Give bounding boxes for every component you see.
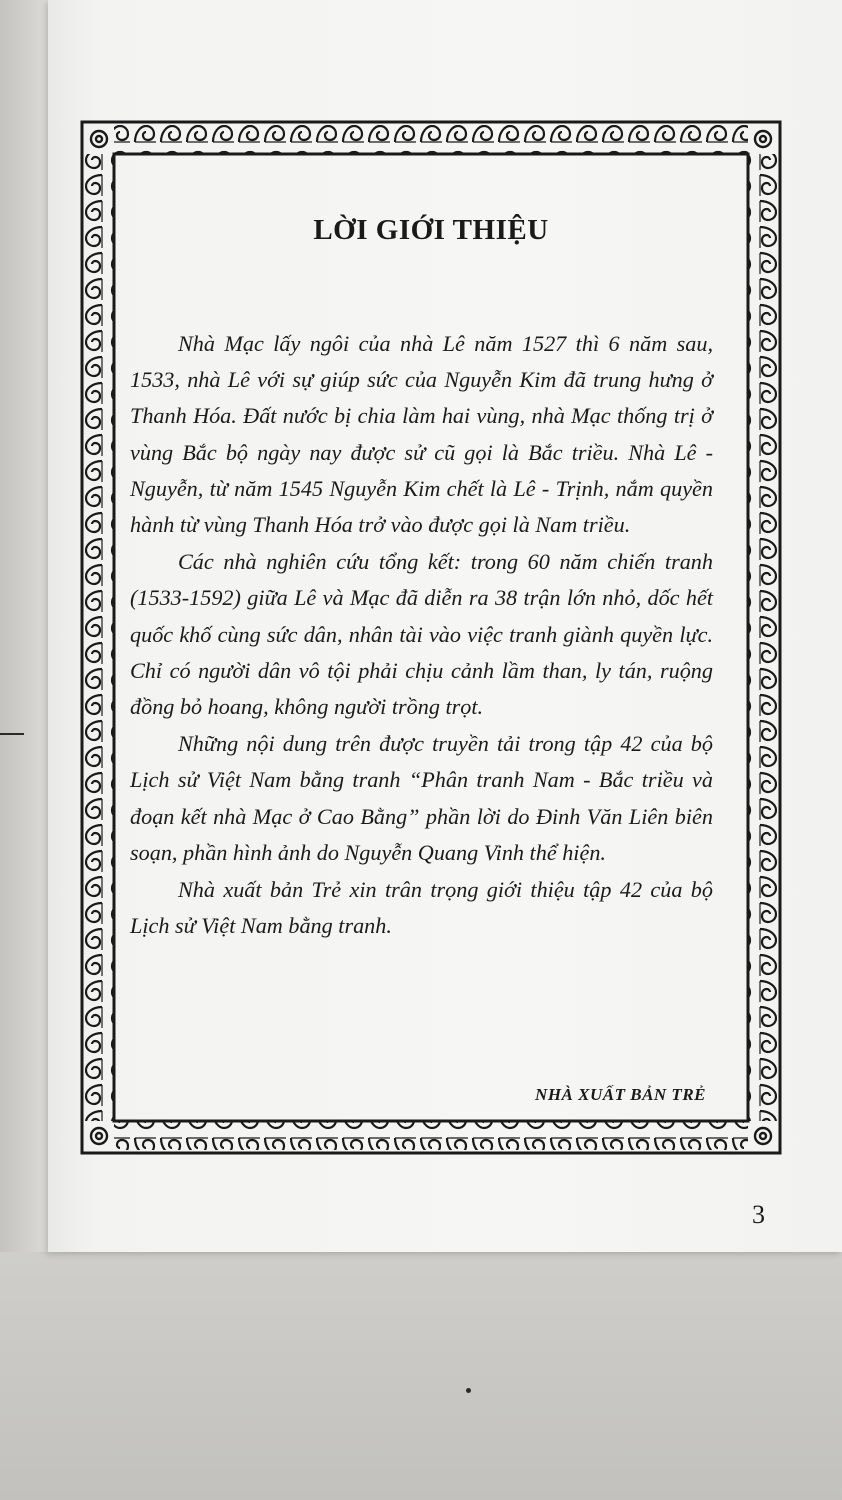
facing-page-edge — [0, 0, 48, 1252]
binding-mark — [0, 733, 24, 735]
introduction-body — [130, 326, 713, 945]
dust-speck — [466, 1388, 471, 1393]
paragraph-1: Nhà Mạc lấy ngôi của nhà Lê năm 1527 thì 6 năm sau, 1533, nhà Lê với sự giúp sức của Nguyễn Kim đã trung hưng ở Thanh Hóa. Đất nước bị chia làm hai vùng, nhà Mạc thống trị ở vùng Bắc bộ ngày nay được sử cũ gọi là Bắc triều. Nhà Lê - Nguyễn, từ năm 1545 Nguyễn Kim chết là Lê - Trịnh, nắm quyền hành từ vùng Thanh Hóa trở vào được gọi là Nam triều. — [130, 331, 713, 538]
page-title: LỜI GIỚI THIỆU — [313, 214, 549, 246]
next-page-surface — [0, 1250, 842, 1500]
page-number: 3 — [752, 1200, 765, 1229]
paragraph-3: Những nội dung trên được truyền tải trong tập 42 của bộ Lịch sử Việt Nam bằng tranh “Phân tranh Nam - Bắc triều và đoạn kết nhà Mạc ở Cao Bằng” phần lời do Đinh Văn Liên biên soạn, phần hình ảnh do Nguyễn Quang Vinh thể hiện. — [130, 731, 713, 865]
publisher-signature: NHÀ XUẤT BẢN TRẺ — [535, 1085, 706, 1104]
paragraph-2: Các nhà nghiên cứu tổng kết: trong 60 năm chiến tranh (1533-1592) giữa Lê và Mạc đã diễn ra 38 trận lớn nhỏ, dốc hết quốc khố cùng sức dân, nhân tài vào việc tranh giành quyền lực. Chỉ có người dân vô tội phải chịu cảnh lầm than, ly tán, ruộng đồng bỏ hoang, không người trồng trọt. — [130, 549, 713, 720]
paragraph-4: Nhà xuất bản Trẻ xin trân trọng giới thiệu tập 42 của bộ Lịch sử Việt Nam bằng tranh. — [130, 877, 713, 939]
